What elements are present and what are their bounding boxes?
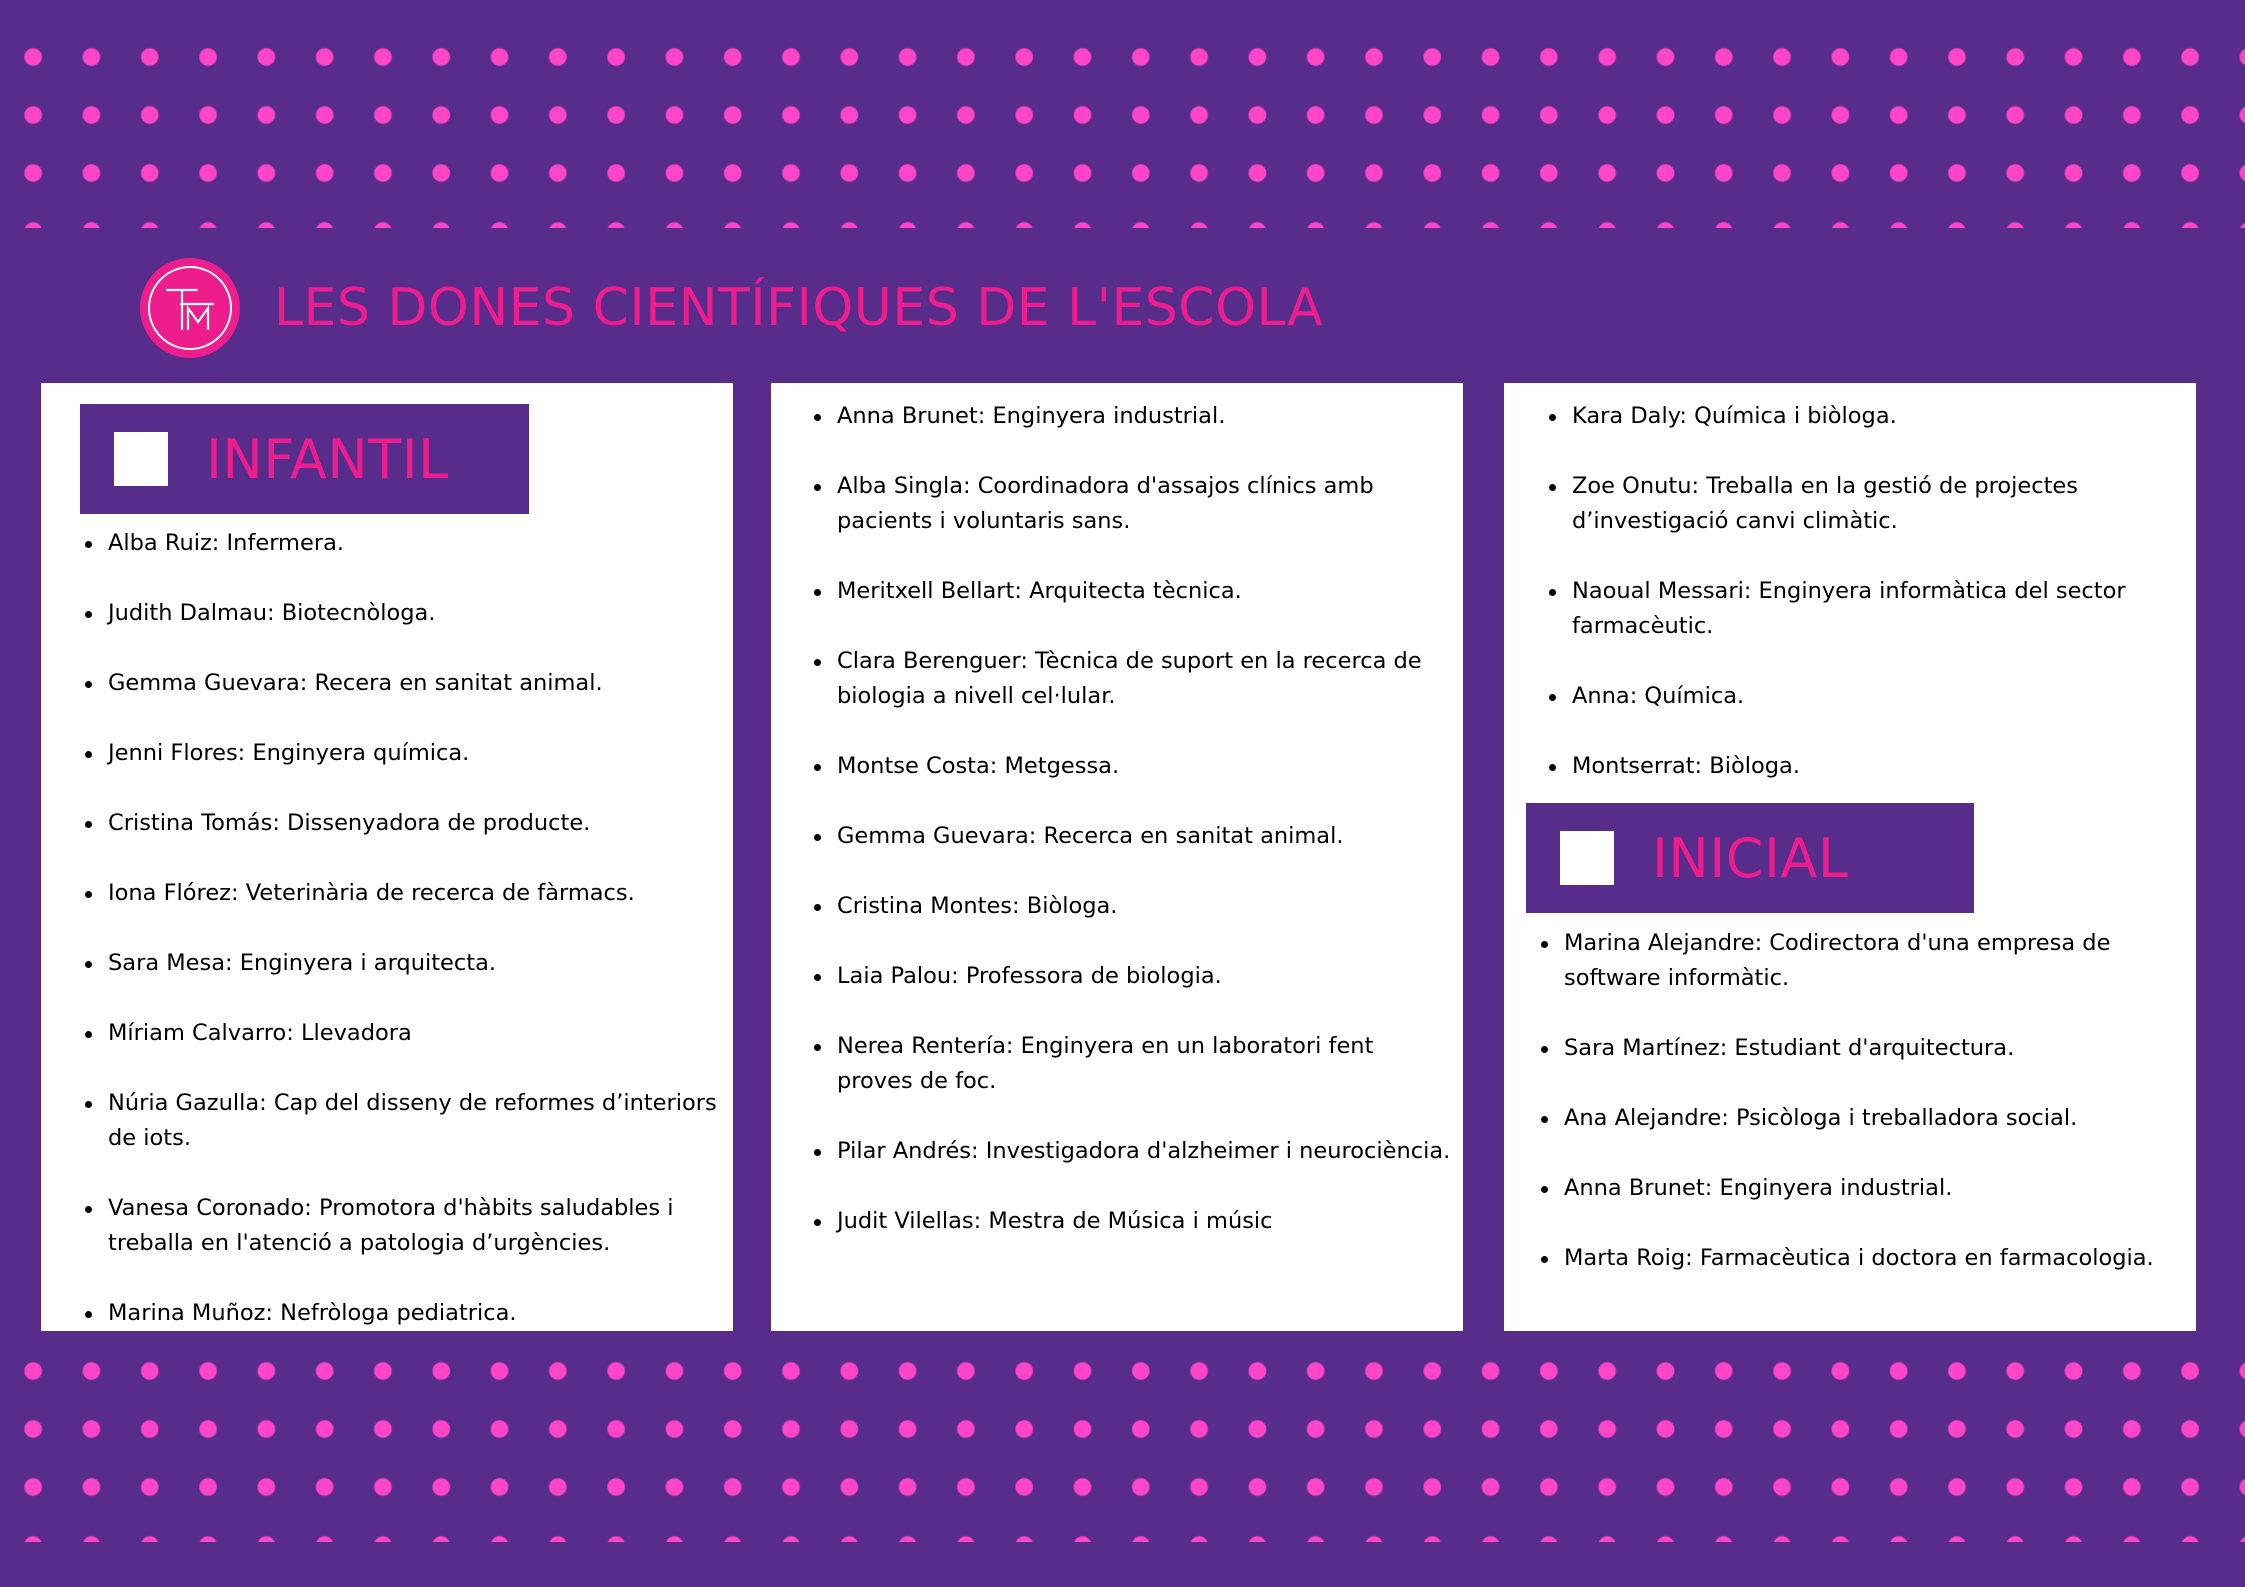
- list-item: Marina Alejandre: Codirectora d'una empresa de software informàtic.: [1539, 926, 2179, 996]
- list-item: Cristina Tomás: Dissenyadora de producte.: [83, 806, 723, 841]
- list-item: Iona Flórez: Veterinària de recerca de fàrmacs.: [83, 876, 723, 911]
- list-item: Judit Vilellas: Mestra de Música i músic: [812, 1204, 1452, 1239]
- list-item: Sara Mesa: Enginyera i arquitecta.: [83, 946, 723, 981]
- list-item: Míriam Calvarro: Llevadora: [83, 1016, 723, 1051]
- list-item: Laia Palou: Professora de biologia.: [812, 959, 1452, 994]
- list-item: Anna Brunet: Enginyera industrial.: [812, 399, 1452, 434]
- list-item: Núria Gazulla: Cap del disseny de reformes d’interiors de iots.: [83, 1086, 723, 1156]
- list-item: Pilar Andrés: Investigadora d'alzheimer i neurociència.: [812, 1134, 1452, 1169]
- infantil-heading-label: INFANTIL: [206, 427, 449, 491]
- square-icon: [1560, 831, 1614, 885]
- tm-monogram-icon: [158, 276, 222, 340]
- list-item: Clara Berenguer: Tècnica de suport en la recerca de biologia a nivell cel·lular.: [812, 644, 1452, 714]
- list-item: Meritxell Bellart: Arquitecta tècnica.: [812, 574, 1452, 609]
- list-item: Nerea Rentería: Enginyera en un laboratori fent proves de foc.: [812, 1029, 1452, 1099]
- tm-monogram-logo: [140, 258, 240, 358]
- list-item: Naoual Messari: Enginyera informàtica del sector farmacèutic.: [1547, 574, 2187, 644]
- list-item: Cristina Montes: Biòloga.: [812, 889, 1452, 924]
- list-item: Alba Singla: Coordinadora d'assajos clínics amb pacients i voluntaris sans.: [812, 469, 1452, 539]
- list-item: Gemma Guevara: Recerca en sanitat animal.: [812, 819, 1452, 854]
- list-item: Anna: Química.: [1547, 679, 2187, 714]
- list-item: Montse Costa: Metgessa.: [812, 749, 1452, 784]
- infantil-list: [83, 526, 723, 1331]
- infantil-panel: [41, 383, 733, 1331]
- page-title: LES DONES CIENTÍFIQUES DE L'ESCOLA: [274, 278, 1324, 338]
- right-panel: [1504, 383, 2196, 1331]
- list-item: Kara Daly: Química i biòloga.: [1547, 399, 2187, 434]
- list-item: Sara Martínez: Estudiant d'arquitectura.: [1539, 1031, 2179, 1066]
- infantil-section-heading: [80, 404, 529, 514]
- list-item: Vanesa Coronado: Promotora d'hàbits saludables i treballa en l'atenció a patologia d’urgències.: [83, 1191, 723, 1261]
- right-top-list: [1547, 399, 2187, 819]
- list-item: Anna Brunet: Enginyera industrial.: [1539, 1171, 2179, 1206]
- list-item: Marta Roig: Farmacèutica i doctora en farmacologia.: [1539, 1241, 2179, 1276]
- list-item: Zoe Onutu: Treballa en la gestió de projectes d’investigació canvi climàtic.: [1547, 469, 2187, 539]
- inicial-section-heading: [1526, 803, 1974, 913]
- middle-list: [812, 399, 1452, 1274]
- list-item: Judith Dalmau: Biotecnòloga.: [83, 596, 723, 631]
- list-item: Ana Alejandre: Psicòloga i treballadora social.: [1539, 1101, 2179, 1136]
- list-item: Gemma Guevara: Recera en sanitat animal.: [83, 666, 723, 701]
- list-item: Alba Ruiz: Infermera.: [83, 526, 723, 561]
- list-item: Montserrat: Biòloga.: [1547, 749, 2187, 784]
- dot-pattern-top: [0, 28, 2245, 228]
- list-item: Jenni Flores: Enginyera química.: [83, 736, 723, 771]
- square-icon: [114, 432, 168, 486]
- list-item: Marina Muñoz: Nefròloga pediatrica.: [83, 1296, 723, 1331]
- dot-pattern-bottom: [0, 1342, 2245, 1542]
- middle-panel: [771, 383, 1463, 1331]
- inicial-list: [1539, 926, 2179, 1311]
- page-header: [140, 256, 1323, 360]
- inicial-heading-label: INICIAL: [1652, 826, 1849, 890]
